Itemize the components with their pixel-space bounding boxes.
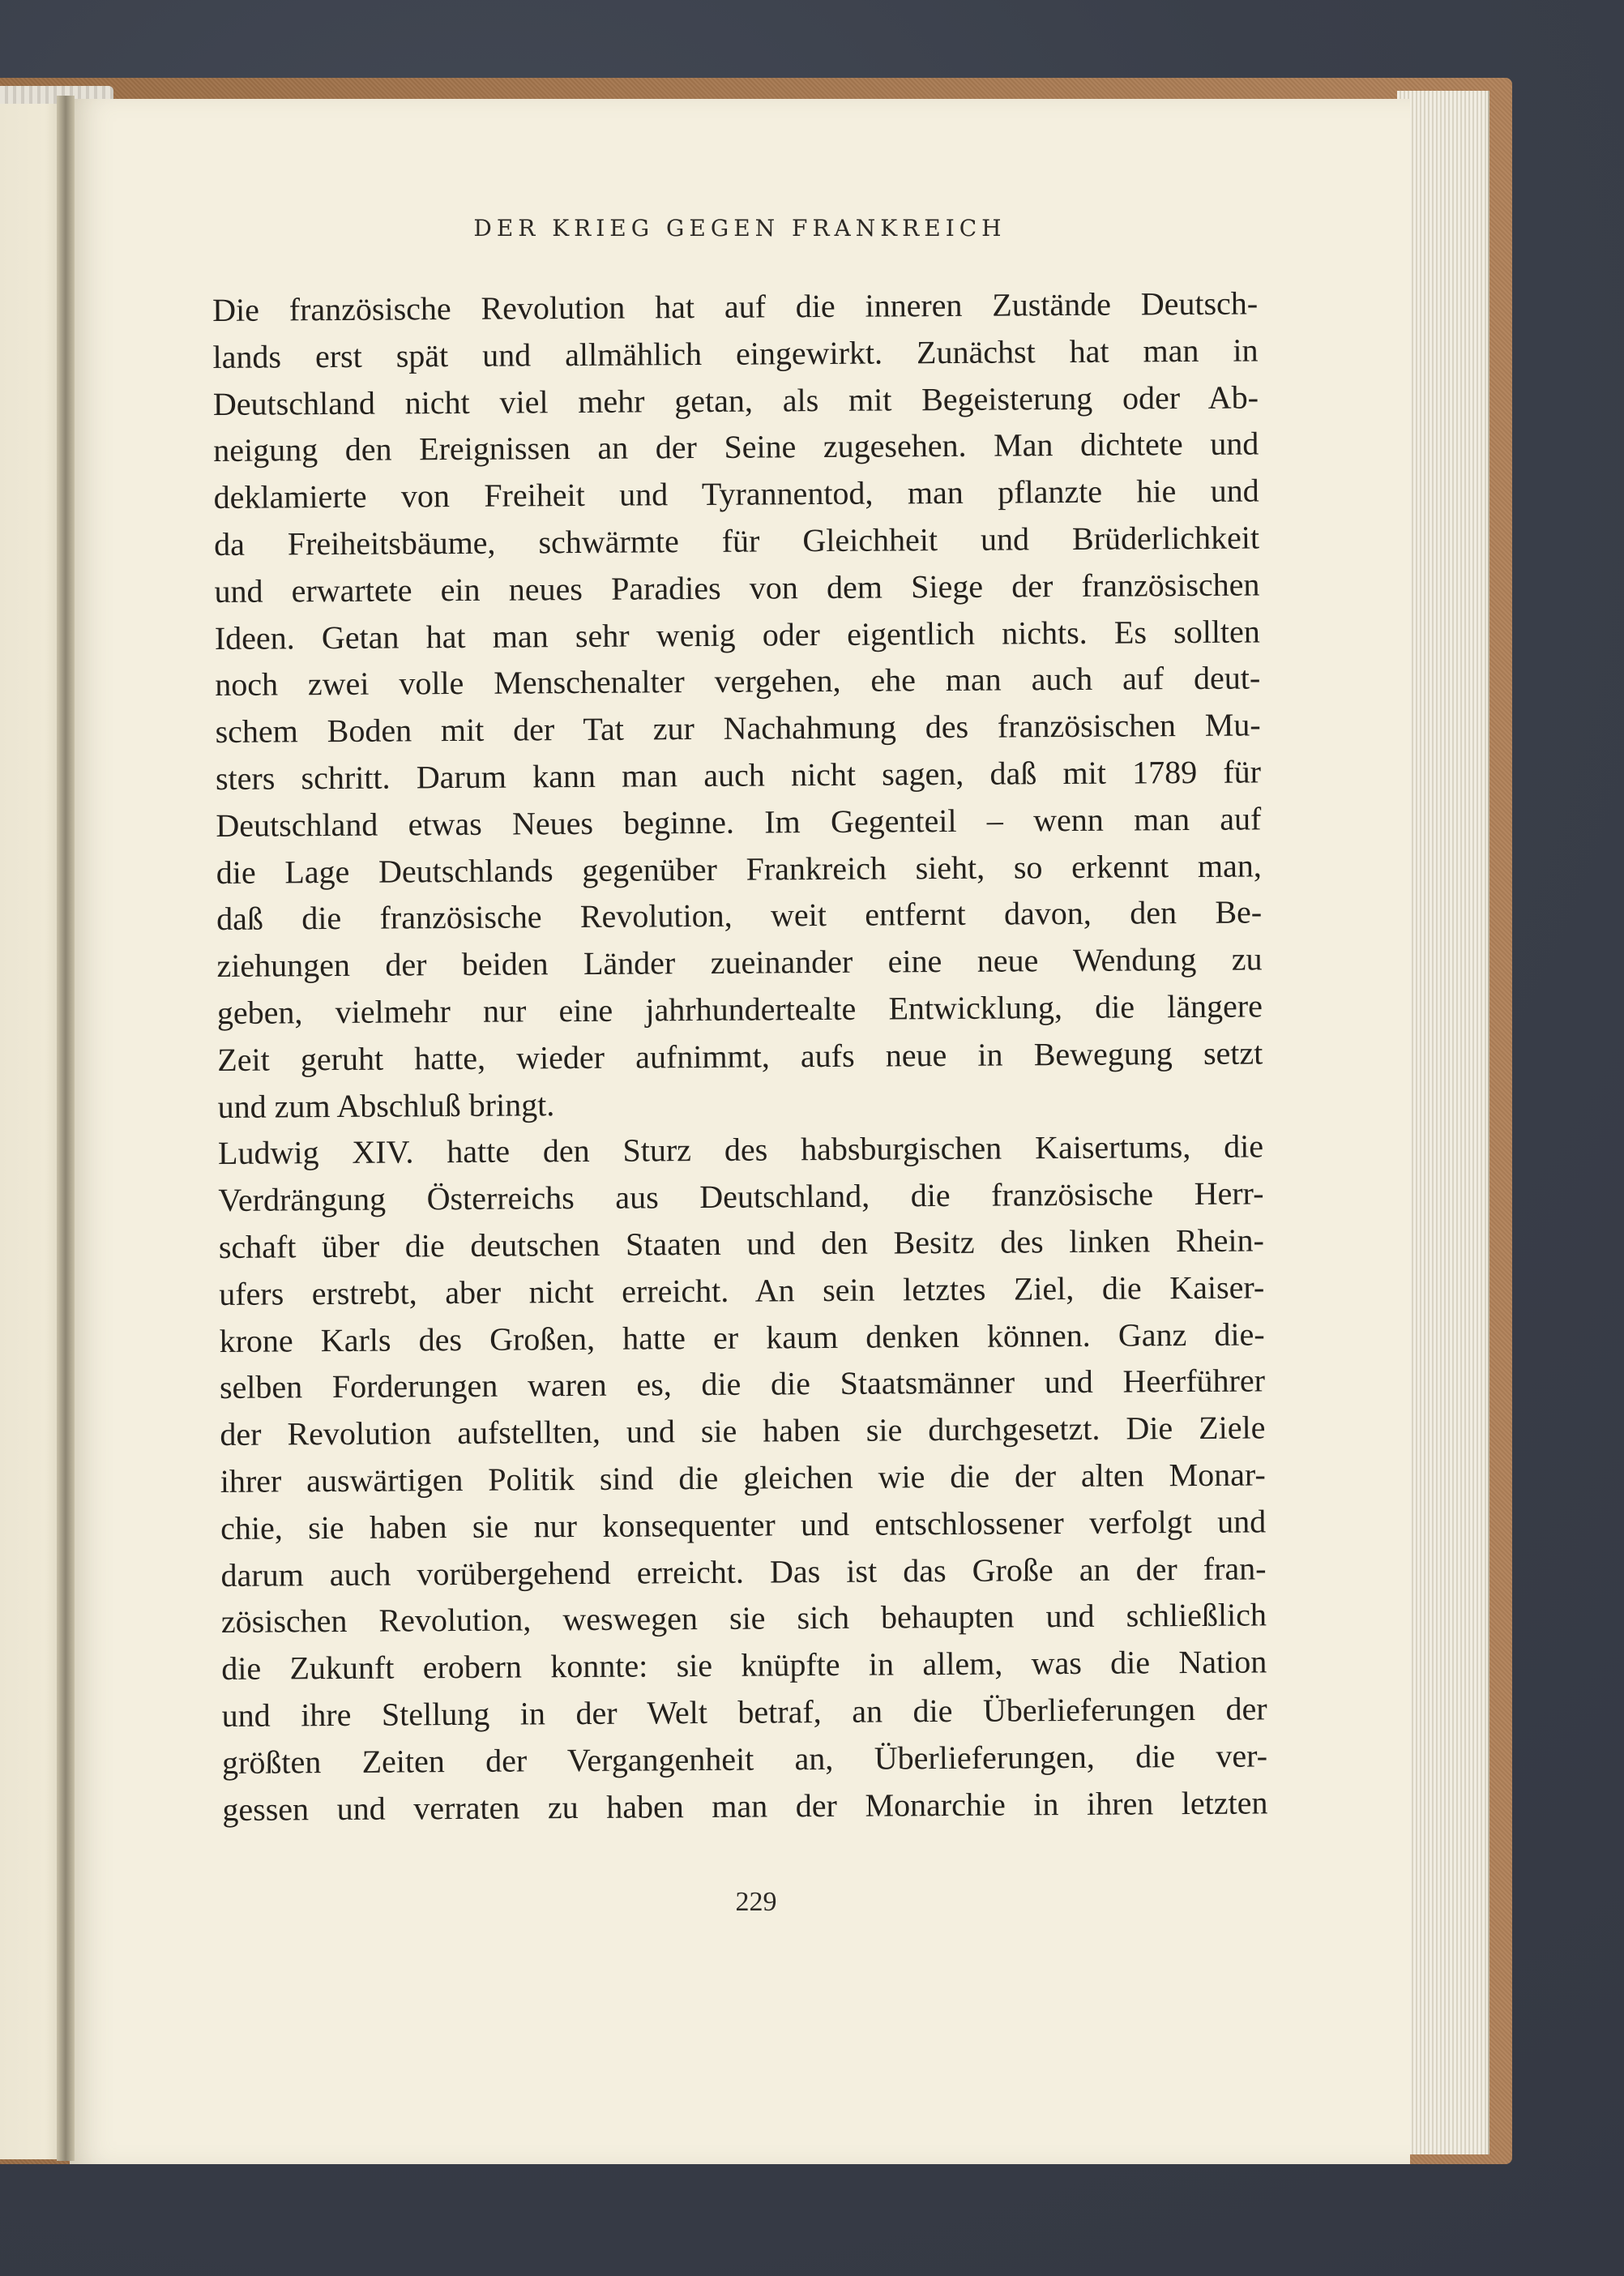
text-line: lands erst spät und allmählich eingewirkt. Zunächst hat man in: [212, 332, 1259, 375]
text-line: ziehungen der beiden Länder zueinander eine neue Wendung zu: [216, 940, 1263, 985]
text-line: Zeit geruht hatte, wieder aufnimmt, aufs neue in Bewegung setzt: [217, 1034, 1263, 1078]
text-line: noch zwei volle Menschenalter vergehen, ehe man auch auf deut-: [215, 659, 1261, 704]
text-line: krone Karls des Großen, hatte er kaum denken können. Ganz die-: [219, 1315, 1265, 1359]
text-line: größten Zeiten der Vergangenheit an, Überlieferungen, die ver-: [221, 1737, 1268, 1781]
text-line: der Revolution aufstellten, und sie haben sie durchgesetzt. Die Ziele: [220, 1409, 1266, 1453]
text-line: deklamierte von Freiheit und Tyrannentod, man pflanzte hie und: [213, 472, 1259, 516]
text-line: ihrer auswärtigen Politik sind die gleichen wie die der alten Monar-: [220, 1456, 1266, 1500]
text-line: die Lage Deutschlands gegenüber Frankreich sieht, so erkennt man,: [216, 846, 1262, 891]
text-line: selben Forderungen waren es, die die Staatsmänner und Heerführer: [219, 1362, 1266, 1406]
text-line: Die französische Revolution hat auf die inneren Zustände Deutsch-: [212, 284, 1259, 328]
text-line: Ideen. Getan hat man sehr wenig oder eigentlich nichts. Es sollten: [214, 613, 1260, 657]
text-line: sters schritt. Darum kann man auch nicht sagen, daß mit 1789 für: [215, 753, 1262, 797]
page-stack-edge: [1397, 91, 1489, 2154]
text-line: und ihre Stellung in der Welt betraf, an die Überlieferungen der: [221, 1690, 1267, 1734]
text-line: neigung den Ereignissen an der Seine zugesehen. Man dichtete und: [213, 425, 1259, 469]
text-line: die Zukunft erobern konnte: sie knüpfte in allem, was die Nation: [221, 1643, 1267, 1688]
text-line: Ludwig XIV. hatte den Sturz des habsburgischen Kaisertums, die: [217, 1127, 1264, 1172]
text-line: und zum Abschluß bringt.: [217, 1085, 555, 1125]
text-line: Deutschland etwas Neues beginne. Im Gegenteil – wenn man auf: [216, 800, 1262, 844]
page-number: 229: [735, 1887, 777, 1917]
book-page: [70, 99, 1410, 2164]
text-line: und erwartete ein neues Paradies von dem Siege der französischen: [214, 566, 1260, 610]
text-line: da Freiheitsbäume, schwärmte für Gleichheit und Brüderlichkeit: [213, 519, 1260, 563]
text-line: schaft über die deutschen Staaten und den Besitz des linken Rhein-: [218, 1221, 1264, 1265]
text-line: schem Boden mit der Tat zur Nachahmung des französischen Mu-: [215, 706, 1261, 751]
text-line: daß die französische Revolution, weit entfernt davon, den Be-: [216, 893, 1263, 938]
text-line: ufers erstrebt, aber nicht erreicht. An sein letztes Ziel, die Kaiser-: [219, 1268, 1265, 1312]
text-line: Deutschland nicht viel mehr getan, als mit Begeisterung oder Ab-: [212, 379, 1259, 422]
book-gutter: [57, 96, 75, 2161]
text-line: Verdrängung Österreichs aus Deutschland, die französische Herr-: [218, 1174, 1264, 1219]
text-line: chie, sie haben sie nur konsequenter und entschlossener verfolgt und: [220, 1503, 1267, 1547]
text-line: darum auch vorübergehend erreicht. Das ist das Große an der fran-: [220, 1549, 1267, 1594]
text-line: geben, vielmehr nur eine jahrhundertealte Entwicklung, die längere: [216, 987, 1263, 1031]
text-line: gessen und verraten zu haben man der Monarchie in ihren letzten: [222, 1783, 1268, 1828]
running-head: DER KRIEG GEGEN FRANKREICH: [473, 215, 1006, 242]
text-line: zösischen Revolution, weswegen sie sich behaupten und schließlich: [220, 1596, 1267, 1641]
body-text: [212, 280, 1268, 1833]
left-page-edge: [0, 101, 65, 2159]
